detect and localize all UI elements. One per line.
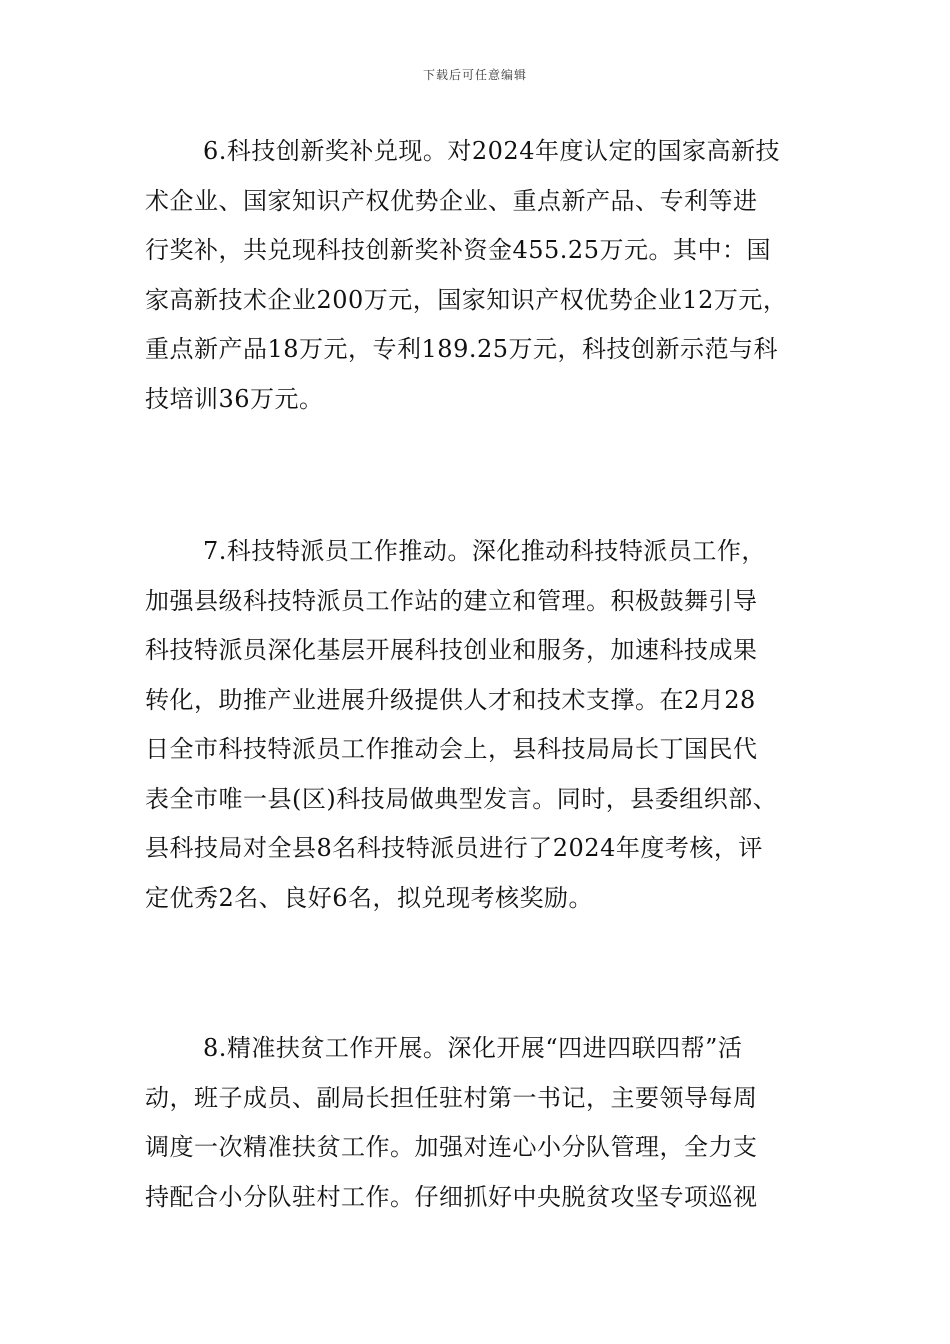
paragraph-line: 日全市科技特派员工作推动会上，县科技局局长丁国民代 bbox=[145, 735, 758, 763]
paragraph-line: 7.科技特派员工作推动。深化推动科技特派员工作， bbox=[203, 537, 766, 565]
paragraph-line: 6.科技创新奖补兑现。对2024年度认定的国家高新技 bbox=[203, 137, 780, 165]
paragraph-line: 县科技局对全县8名科技特派员进行了2024年度考核，评 bbox=[145, 834, 763, 862]
paragraph-line: 术企业、国家知识产权优势企业、重点新产品、专利等进 bbox=[145, 186, 758, 215]
paragraph-line: 定优秀2名、良好6名，拟兑现考核奖励。 bbox=[145, 883, 594, 912]
paragraph-line: 表全市唯一县(区)科技局做典型发言。同时，县委组织部、 bbox=[145, 784, 778, 813]
paragraph-7-tech-commissioners bbox=[145, 527, 835, 923]
paragraph-line: 8.精准扶贫工作开展。深化开展“四进四联四帮”活 bbox=[203, 1034, 743, 1062]
paragraph-line: 科技特派员深化基层开展科技创业和服务，加速科技成果 bbox=[145, 636, 758, 664]
paragraph-line: 技培训36万元。 bbox=[145, 384, 324, 413]
paragraph-line: 加强县级科技特派员工作站的建立和管理。积极鼓舞引导 bbox=[145, 586, 758, 615]
paragraph-line: 动，班子成员、副局长担任驻村第一书记，主要领导每周 bbox=[145, 1083, 758, 1112]
paragraph-6-tech-innovation-awards bbox=[145, 127, 835, 424]
paragraph-line: 转化，助推产业进展升级提供人才和技术支撑。在2月28 bbox=[145, 685, 756, 714]
paragraph-8-poverty-alleviation bbox=[145, 1024, 835, 1222]
paragraph-line: 调度一次精准扶贫工作。加强对连心小分队管理，全力支 bbox=[145, 1133, 758, 1161]
paragraph-line: 行奖补，共兑现科技创新奖补资金455.25万元。其中：国 bbox=[145, 236, 771, 264]
paragraph-line: 重点新产品18万元，专利189.25万元，科技创新示范与科 bbox=[145, 335, 779, 363]
page-header-note: 下载后可任意编辑 bbox=[422, 68, 527, 82]
paragraph-line: 家高新技术企业200万元，国家知识产权优势企业12万元， bbox=[145, 285, 788, 314]
paragraph-line: 持配合小分队驻村工作。仔细抓好中央脱贫攻坚专项巡视 bbox=[145, 1182, 758, 1211]
